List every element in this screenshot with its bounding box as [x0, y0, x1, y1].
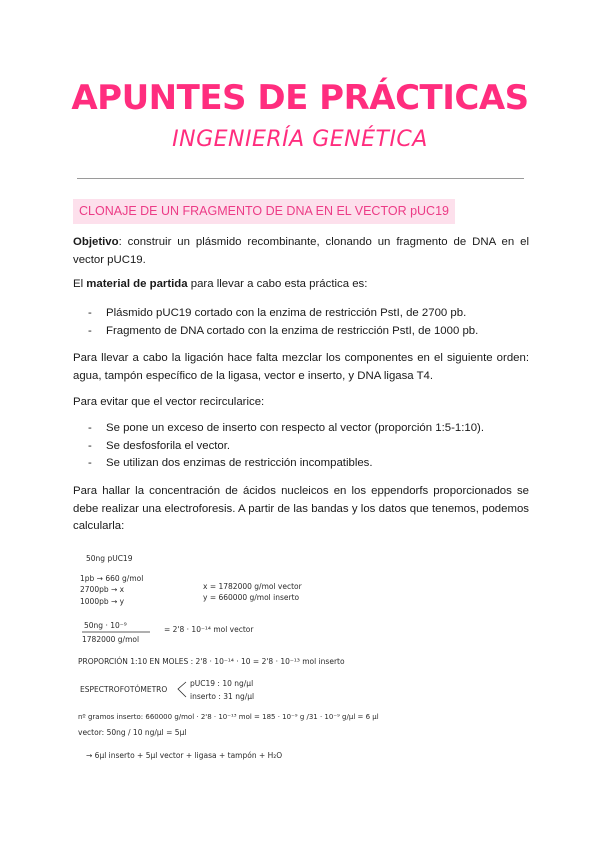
materials-label: material de partida [86, 278, 188, 290]
hw-brace [178, 682, 186, 697]
objective-label: Objetivo [73, 236, 119, 248]
section-heading: CLONAJE DE UN FRAGMENTO DE DNA EN EL VECTOR pUC19 [73, 199, 455, 224]
hw-fraction-result: = 2'8 · 10⁻¹⁴ mol vector [164, 625, 254, 634]
list-item: - Fragmento de DNA cortado con la enzima de restricción PstI, de 1000 pb. [88, 323, 528, 341]
hw-line-7: vector: 50ng / 10 ng/µl = 5µl [78, 728, 187, 737]
hw-spectro-b: inserto : 31 ng/µl [190, 692, 255, 701]
hw-line-6: nº gramos inserto: 660000 g/mol · 2'8 · 10⁻¹³ mol = 185 · 10⁻⁹ g /31 · 10⁻⁹ g/µl = 6 µl [78, 713, 379, 721]
list-item: - Se pone un exceso de inserto con respecto al vector (proporción 1:5-1:10). [88, 420, 528, 438]
hw-line-2b: 2700pb → x [80, 585, 125, 594]
hw-line-2a: 1pb → 660 g/mol [80, 574, 144, 583]
concentration-paragraph: Para hallar la concentración de ácidos nucleicos en los eppendorfs proporcionados se debe realizar una electroforesis. A partir de las bandas y los datos que tenemos, podemos calcularla: [73, 485, 529, 532]
list-item: - Plásmido pUC19 cortado con la enzima de restricción PstI, de 2700 pb. [88, 305, 528, 323]
materials-suffix: para llevar a cabo esta práctica es: [187, 278, 368, 290]
hw-fraction-numerator: 50ng · 10⁻⁹ [84, 621, 127, 630]
list-item: - Se desfosforila el vector. [88, 438, 528, 456]
recircularize-intro: Para evitar que el vector recircularice: [73, 396, 265, 408]
page-subtitle: INGENIERÍA GENÉTICA [172, 127, 428, 152]
hw-line-1: 50ng pUC19 [86, 554, 133, 563]
hw-spectro-label: ESPECTROFOTÓMETRO [80, 685, 168, 694]
ligation-paragraph: Para llevar a cabo la ligación hace falta mezclar los componentes en el siguiente orden: agua, tampón específico de la ligasa, vector e inserto, y DNA ligasa T4. [73, 352, 529, 382]
hw-line-4: PROPORCIÓN 1:10 EN MOLES : 2'8 · 10⁻¹⁴ · 10 = 2'8 · 10⁻¹³ mol inserto [78, 657, 345, 666]
page-title: APUNTES DE PRÁCTICAS [71, 78, 529, 118]
hw-fraction-denominator: 1782000 g/mol [82, 635, 140, 644]
hw-line-2d: x = 1782000 g/mol vector [203, 582, 302, 591]
hw-line-2e: y = 660000 g/mol inserto [203, 593, 300, 602]
hw-line-8: → 6µl inserto + 5µl vector + ligasa + tampón + H₂O [86, 751, 283, 760]
hw-line-2c: 1000pb → y [80, 597, 125, 606]
hw-spectro-a: pUC19 : 10 ng/µl [190, 679, 254, 688]
list-item: - Se utilizan dos enzimas de restricción incompatibles. [88, 455, 528, 473]
objective-text: : construir un plásmido recombinante, clonando un fragmento de DNA en el vector pUC19. [73, 236, 529, 266]
materials-prefix: El [73, 278, 87, 290]
